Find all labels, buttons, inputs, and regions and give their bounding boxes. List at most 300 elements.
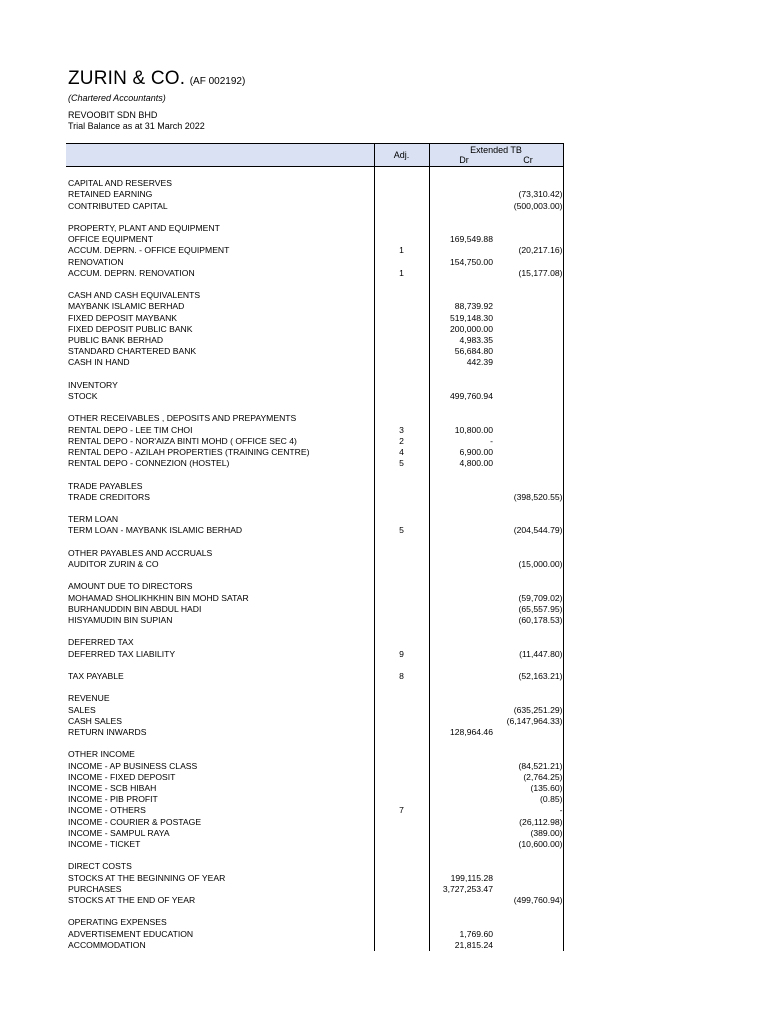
- account-cell: INVENTORY: [68, 379, 118, 390]
- adj-cell: [374, 537, 429, 548]
- table-row: [66, 548, 563, 559]
- firm-subtitle: (Chartered Accountants): [68, 93, 166, 103]
- table-row: [66, 604, 563, 615]
- dr-cell: [429, 917, 497, 928]
- dr-cell: [429, 895, 497, 906]
- account-cell: INCOME - OTHERS: [68, 805, 146, 816]
- adj-cell: [374, 503, 429, 514]
- account-cell: [66, 167, 374, 179]
- account-cell: [66, 570, 374, 581]
- dr-cell: [429, 514, 497, 525]
- adj-cell: [374, 861, 429, 872]
- table-row: [66, 884, 563, 895]
- table-row: [66, 671, 563, 682]
- adj-cell: [374, 234, 429, 245]
- adj-cell: 1: [374, 268, 429, 279]
- account-cell: [66, 503, 374, 514]
- table-row: [66, 559, 563, 570]
- account-cell: SALES: [68, 704, 96, 715]
- cr-cell: (135.60): [497, 783, 563, 794]
- cr-cell: [497, 178, 563, 189]
- table-row: [66, 178, 563, 189]
- adj-cell: [374, 593, 429, 604]
- cr-cell: (204,544.79): [497, 525, 563, 536]
- dr-cell: -: [490, 435, 493, 446]
- table-row: [66, 458, 563, 469]
- table-body: [66, 167, 563, 951]
- dr-cell: 199,115.28: [450, 872, 493, 883]
- cr-cell: [497, 380, 563, 391]
- table-row: [66, 839, 563, 850]
- table-row: [66, 525, 563, 536]
- adj-cell: 5: [374, 525, 429, 536]
- extended-tb-header: [429, 144, 563, 167]
- cr-cell: [497, 391, 563, 402]
- cr-cell: (398,520.55): [497, 492, 563, 503]
- dr-cell: [429, 805, 497, 816]
- cr-cell: [497, 167, 563, 179]
- cr-cell: [497, 749, 563, 760]
- account-cell: STOCKS AT THE END OF YEAR: [68, 894, 196, 905]
- adj-cell: [374, 615, 429, 626]
- cr-cell: (500,003.00): [497, 201, 563, 212]
- dr-cell: [429, 537, 497, 548]
- account-cell: FIXED DEPOSIT MAYBANK: [68, 312, 178, 323]
- table-row: [66, 761, 563, 772]
- table-row: [66, 369, 563, 380]
- cr-cell: [497, 570, 563, 581]
- dr-cell: [429, 492, 497, 503]
- table-row: [66, 693, 563, 704]
- cr-cell: [497, 537, 563, 548]
- table-row: [66, 593, 563, 604]
- adj-cell: 4: [374, 447, 429, 458]
- table-row: [66, 268, 563, 279]
- cr-cell: [497, 682, 563, 693]
- dr-cell: [429, 682, 497, 693]
- account-cell: DIRECT COSTS: [68, 861, 132, 872]
- account-cell: RETURN INWARDS: [68, 726, 147, 737]
- table-row: [66, 794, 563, 805]
- account-cell: ACCUM. DEPRN. - OFFICE EQUIPMENT: [68, 245, 230, 256]
- adj-cell: [374, 357, 429, 368]
- account-cell: TRADE CREDITORS: [68, 491, 150, 502]
- account-cell: [66, 537, 374, 548]
- account-cell: PURCHASES: [68, 883, 122, 894]
- table-row: [66, 189, 563, 200]
- account-cell: PROPERTY, PLANT AND EQUIPMENT: [68, 222, 220, 233]
- cr-cell: (10,600.00): [497, 839, 563, 850]
- cr-cell: (0.85): [497, 794, 563, 805]
- cr-cell: [497, 447, 563, 458]
- adj-cell: [374, 469, 429, 480]
- dr-cell: 442.39: [466, 357, 493, 368]
- dr-cell: [429, 716, 497, 727]
- table-row: [66, 380, 563, 391]
- dr-cell: [429, 850, 497, 861]
- adj-cell: [374, 660, 429, 671]
- cr-cell: [497, 290, 563, 301]
- cr-cell: [497, 436, 563, 447]
- report-meta: [68, 110, 205, 132]
- cr-cell: [497, 257, 563, 268]
- adj-cell: [374, 917, 429, 928]
- table-row: [66, 940, 563, 951]
- dr-cell: [429, 649, 497, 660]
- adj-cell: 7: [374, 805, 429, 816]
- adj-cell: [374, 178, 429, 189]
- account-cell: OFFICE EQUIPMENT: [68, 234, 153, 245]
- account-cell: TAX PAYABLE: [68, 670, 124, 681]
- dr-cell: 200,000.00: [449, 323, 493, 334]
- account-cell: CASH AND CASH EQUIVALENTS: [68, 290, 201, 301]
- table-header-row: [66, 144, 563, 167]
- adj-cell: [374, 738, 429, 749]
- table-row: [66, 492, 563, 503]
- cr-cell: (6,147,964.33): [497, 716, 563, 727]
- table-row: [66, 783, 563, 794]
- table-row: [66, 425, 563, 436]
- cr-cell: [497, 279, 563, 290]
- table-row: [66, 469, 563, 480]
- dr-cell: [429, 223, 497, 234]
- cr-cell: [497, 727, 563, 738]
- adj-cell: [374, 492, 429, 503]
- table-row: [66, 234, 563, 245]
- cr-cell: (52,163.21): [497, 671, 563, 682]
- dr-cell: [429, 693, 497, 704]
- dr-cell: [429, 189, 497, 200]
- table-row: [66, 828, 563, 839]
- cr-cell: (60,178.53): [497, 615, 563, 626]
- dr-cell: [429, 369, 497, 380]
- dr-cell: 88,739.92: [454, 301, 493, 312]
- table-row: [66, 537, 563, 548]
- adj-cell: [374, 380, 429, 391]
- account-cell: [66, 369, 374, 380]
- cr-cell: (15,000.00): [497, 559, 563, 570]
- adj-cell: 2: [374, 436, 429, 447]
- table-row: [66, 649, 563, 660]
- cr-cell: (84,521.21): [497, 761, 563, 772]
- dr-cell: [429, 469, 497, 480]
- account-cell: RENTAL DEPO - AZILAH PROPERTIES (TRAINING CENTRE): [68, 447, 310, 457]
- table-row: [66, 357, 563, 368]
- account-cell: [66, 402, 374, 413]
- dr-cell: [429, 559, 497, 570]
- table-row: [66, 917, 563, 928]
- table-row: [66, 346, 563, 357]
- adj-cell: [374, 727, 429, 738]
- dr-cell: [429, 626, 497, 637]
- table-row: [66, 167, 563, 179]
- account-cell: FIXED DEPOSIT PUBLIC BANK: [68, 323, 193, 334]
- adj-cell: [374, 626, 429, 637]
- account-cell: INCOME - SCB HIBAH: [68, 782, 157, 793]
- dr-cell: [429, 705, 497, 716]
- adj-cell: [374, 279, 429, 290]
- dr-cell: [429, 570, 497, 581]
- table-row: [66, 817, 563, 828]
- table-row: [66, 581, 563, 592]
- adj-cell: [374, 637, 429, 648]
- dr-cell: [429, 794, 497, 805]
- dr-cell: [429, 738, 497, 749]
- account-cell: STOCKS AT THE BEGINNING OF YEAR: [68, 872, 226, 883]
- table-row: [66, 391, 563, 402]
- adj-cell: [374, 391, 429, 402]
- table-row: [66, 772, 563, 783]
- cr-cell: [497, 413, 563, 424]
- table-row: [66, 212, 563, 223]
- table-row: [66, 861, 563, 872]
- adj-cell: [374, 761, 429, 772]
- account-cell: MAYBANK ISLAMIC BERHAD: [68, 301, 185, 312]
- account-cell: RENOVATION: [68, 256, 124, 267]
- cr-cell: [497, 738, 563, 749]
- adj-cell: [374, 290, 429, 301]
- cr-cell: -: [497, 805, 563, 816]
- cr-cell: [497, 458, 563, 469]
- cr-cell: [497, 469, 563, 480]
- table-row: [66, 805, 563, 816]
- dr-cell: [429, 906, 497, 917]
- adj-cell: [374, 828, 429, 839]
- adj-cell: [374, 413, 429, 424]
- account-cell: [66, 738, 374, 749]
- table-row: [66, 503, 563, 514]
- dr-cell: [429, 548, 497, 559]
- table-row: [66, 402, 563, 413]
- account-cell: REVENUE: [68, 693, 110, 704]
- firm-code: (AF 002192): [189, 76, 246, 87]
- adj-cell: [374, 604, 429, 615]
- dr-cell: 10,800.00: [454, 424, 493, 435]
- cr-cell: (65,557.95): [497, 604, 563, 615]
- adj-cell: [374, 884, 429, 895]
- cr-cell: [497, 906, 563, 917]
- adj-cell: [374, 783, 429, 794]
- table-row: [66, 626, 563, 637]
- cr-cell: [497, 335, 563, 346]
- cr-cell: (20,217.16): [497, 245, 563, 256]
- table-row: [66, 447, 563, 458]
- table-row: [66, 301, 563, 312]
- account-cell: TERM LOAN: [68, 514, 119, 525]
- cr-cell: [497, 234, 563, 245]
- account-cell: RENTAL DEPO - CONNEZION (HOSTEL): [68, 458, 230, 469]
- adj-cell: [374, 794, 429, 805]
- dr-column-header: Dr: [459, 155, 469, 165]
- table-row: [66, 749, 563, 760]
- dr-cell: 169,549.88: [449, 234, 493, 245]
- account-cell: INCOME - FIXED DEPOSIT: [68, 771, 176, 782]
- dr-cell: [429, 268, 497, 279]
- table-row: [66, 615, 563, 626]
- dr-cell: 4,800.00: [459, 458, 493, 469]
- cr-cell: (635,251.29): [497, 705, 563, 716]
- dr-cell: 4,983.35: [459, 335, 493, 345]
- account-cell: OPERATING EXPENSES: [68, 917, 167, 928]
- dr-cell: [429, 413, 497, 424]
- adj-cell: 9: [374, 649, 429, 660]
- account-cell: DEFERRED TAX: [68, 637, 134, 648]
- adj-cell: [374, 705, 429, 716]
- dr-cell: 519,148.30: [449, 312, 493, 323]
- account-cell: MOHAMAD SHOLIKHKHIN BIN MOHD SATAR: [68, 592, 249, 603]
- dr-cell: 21,815.24: [454, 939, 493, 950]
- account-cell: CAPITAL AND RESERVES: [68, 178, 172, 189]
- adj-cell: [374, 850, 429, 861]
- account-cell: INCOME - PIB PROFIT: [68, 794, 158, 805]
- adj-cell: 5: [374, 458, 429, 469]
- dr-cell: 154,750.00: [449, 256, 493, 267]
- account-cell: HISYAMUDIN BIN SUPIAN: [68, 614, 173, 625]
- account-cell: ACCUM. DEPRN. RENOVATION: [68, 267, 195, 278]
- company-name: REVOOBIT SDN BHD: [68, 110, 158, 120]
- account-cell: [66, 279, 374, 290]
- dr-cell: [429, 817, 497, 828]
- adj-cell: [374, 402, 429, 413]
- cr-cell: [497, 929, 563, 940]
- dr-cell: [429, 615, 497, 626]
- table-row: [66, 906, 563, 917]
- dr-cell: [429, 245, 497, 256]
- dr-cell: [429, 783, 497, 794]
- cr-cell: [497, 660, 563, 671]
- dr-cell: [429, 637, 497, 648]
- table-row: [66, 637, 563, 648]
- cr-cell: [497, 425, 563, 436]
- adj-cell: 8: [374, 671, 429, 682]
- dr-cell: 6,900.00: [459, 447, 493, 457]
- cr-cell: [497, 503, 563, 514]
- dr-cell: [429, 593, 497, 604]
- cr-cell: [497, 693, 563, 704]
- cr-cell: [497, 212, 563, 223]
- account-cell: [66, 850, 374, 861]
- table-row: [66, 873, 563, 884]
- dr-cell: [429, 201, 497, 212]
- adj-cell: [374, 189, 429, 200]
- adj-cell: 3: [374, 425, 429, 436]
- dr-cell: [429, 581, 497, 592]
- adj-cell: [374, 257, 429, 268]
- adj-cell: [374, 223, 429, 234]
- cr-cell: [497, 346, 563, 357]
- cr-cell: [497, 514, 563, 525]
- cr-cell: (499,760.94): [497, 895, 563, 906]
- table-row: [66, 895, 563, 906]
- table-row: [66, 682, 563, 693]
- adj-cell: [374, 839, 429, 850]
- firm-header: [68, 68, 245, 103]
- cr-cell: [497, 402, 563, 413]
- cr-cell: [497, 917, 563, 928]
- account-cell: [66, 660, 374, 671]
- cr-cell: [497, 861, 563, 872]
- table-row: [66, 324, 563, 335]
- table-row: [66, 481, 563, 492]
- dr-cell: [429, 290, 497, 301]
- account-cell: BURHANUDDIN BIN ABDUL HADI: [68, 603, 202, 614]
- cr-cell: (389.00): [497, 828, 563, 839]
- table-row: [66, 850, 563, 861]
- adj-cell: [374, 929, 429, 940]
- account-cell: CASH IN HAND: [68, 357, 130, 368]
- adj-cell: [374, 693, 429, 704]
- dr-cell: [429, 525, 497, 536]
- adj-cell: [374, 212, 429, 223]
- table-row: [66, 223, 563, 234]
- cr-cell: [497, 637, 563, 648]
- account-cell: DEFERRED TAX LIABILITY: [68, 648, 176, 659]
- table-row: [66, 335, 563, 346]
- account-cell: STANDARD CHARTERED BANK: [68, 346, 197, 357]
- cr-cell: [497, 223, 563, 234]
- adj-cell: [374, 716, 429, 727]
- dr-cell: [429, 671, 497, 682]
- adj-cell: 1: [374, 245, 429, 256]
- dr-cell: [429, 604, 497, 615]
- adj-cell: [374, 514, 429, 525]
- dr-cell: 56,684.80: [454, 346, 493, 357]
- dr-cell: 499,760.94: [449, 391, 493, 401]
- table-row: [66, 705, 563, 716]
- account-cell: OTHER PAYABLES AND ACCRUALS: [68, 547, 213, 558]
- cr-cell: [497, 873, 563, 884]
- dr-cell: [429, 212, 497, 223]
- account-cell: [66, 212, 374, 223]
- account-cell: TERM LOAN - MAYBANK ISLAMIC BERHAD: [68, 525, 243, 536]
- account-column-header: [66, 144, 374, 167]
- dr-cell: [429, 660, 497, 671]
- cr-cell: [497, 301, 563, 312]
- adj-column-header: Adj.: [374, 144, 429, 167]
- trial-balance-table: [66, 143, 564, 951]
- adj-cell: [374, 324, 429, 335]
- cr-cell: [497, 884, 563, 895]
- account-cell: INCOME - AP BUSINESS CLASS: [68, 760, 198, 771]
- table-row: [66, 313, 563, 324]
- table-row: [66, 290, 563, 301]
- account-cell: CONTRIBUTED CAPITAL: [68, 200, 168, 211]
- dr-cell: [429, 861, 497, 872]
- account-cell: INCOME - TICKET: [68, 838, 141, 849]
- cr-column-header: Cr: [523, 155, 533, 165]
- adj-cell: [374, 548, 429, 559]
- cr-cell: [497, 548, 563, 559]
- account-cell: ADVERTISEMENT EDUCATION: [68, 928, 194, 939]
- account-cell: AMOUNT DUE TO DIRECTORS: [68, 581, 193, 592]
- dr-cell: [429, 503, 497, 514]
- table-row: [66, 245, 563, 256]
- dr-cell: [429, 839, 497, 850]
- dr-cell: [429, 749, 497, 760]
- adj-cell: [374, 559, 429, 570]
- adj-cell: [374, 301, 429, 312]
- dr-cell: [429, 481, 497, 492]
- adj-cell: [374, 772, 429, 783]
- dr-cell: 128,964.46: [449, 726, 493, 737]
- account-cell: RETAINED EARNING: [68, 189, 153, 200]
- report-title: Trial Balance as at 31 March 2022: [68, 121, 205, 131]
- dr-cell: 3,727,253.47: [442, 883, 493, 894]
- adj-cell: [374, 369, 429, 380]
- cr-cell: (73,310.42): [497, 189, 563, 200]
- table-row: [66, 436, 563, 447]
- account-cell: PUBLIC BANK BERHAD: [68, 335, 164, 345]
